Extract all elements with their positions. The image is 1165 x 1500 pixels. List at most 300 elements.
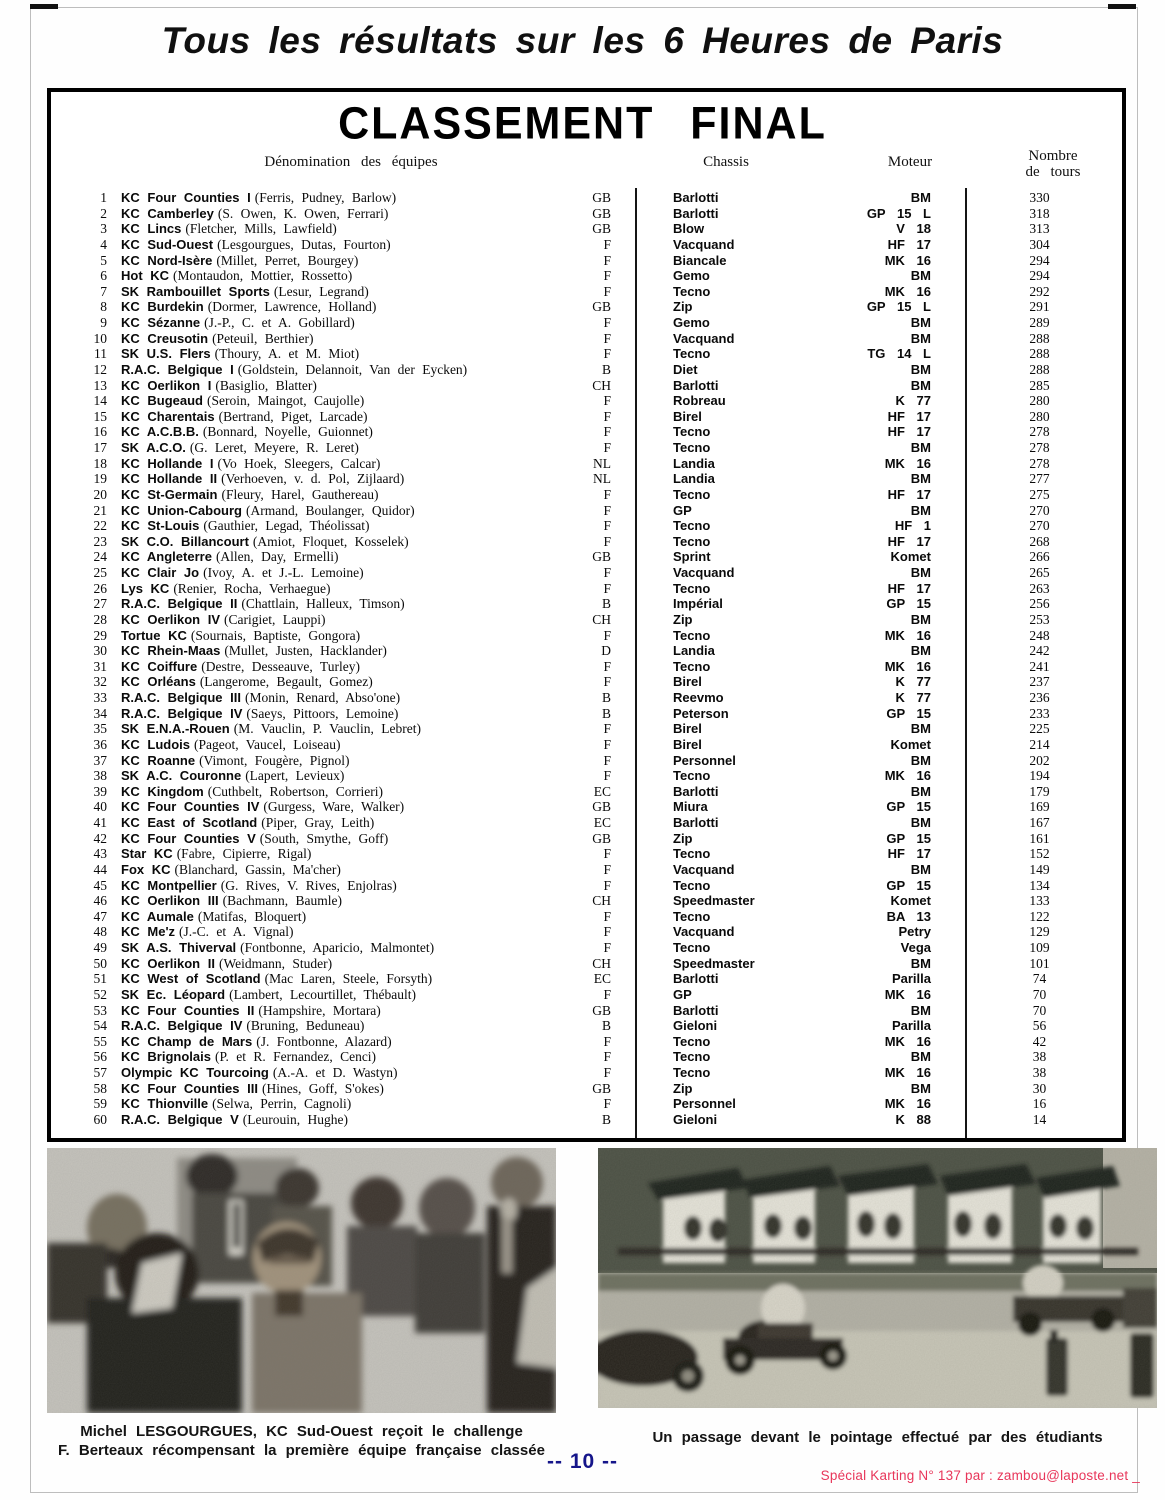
moteur-name: HF 1 [894, 518, 931, 534]
rank-number: 42 [93, 830, 107, 846]
driver-names: (Amiot, Floquet, Kosselek) [252, 533, 409, 549]
team-cell [107, 565, 555, 580]
team-name: KC Charentais [121, 408, 215, 424]
tours-count: 292 [1029, 283, 1050, 299]
country-code: F [603, 408, 611, 424]
country-code: B [601, 596, 611, 612]
result-row [51, 924, 1114, 940]
moteur-name: MK 16 [884, 627, 931, 643]
result-row [51, 378, 1114, 394]
team-name: R.A.C. Belgique IV [121, 705, 243, 721]
chassis-cell [635, 315, 965, 330]
result-row [51, 190, 1114, 206]
column-header-moteur: Moteur [887, 154, 933, 170]
chassis-cell [635, 206, 965, 221]
chassis-name: Landia [673, 471, 715, 487]
rank-number: 34 [93, 705, 107, 721]
team-name: KC Montpellier [121, 877, 217, 893]
chassis-cell [635, 628, 965, 643]
chassis-cell [635, 784, 965, 799]
column-header-chassis: Chassis [703, 154, 749, 170]
chassis-cell [635, 1096, 965, 1111]
team-name: KC St-Germain [121, 486, 218, 502]
tours-count: 214 [1029, 736, 1050, 752]
team-cell [107, 1003, 555, 1018]
chassis-cell [635, 659, 965, 674]
team-name: KC Champ de Mars [121, 1033, 253, 1049]
team-cell [107, 471, 555, 486]
chassis-name: Vacquand [673, 330, 735, 346]
rank-number: 58 [93, 1080, 107, 1096]
country-code: CH [592, 611, 611, 627]
result-row [51, 393, 1114, 409]
chassis-cell [635, 690, 965, 705]
rank-number: 32 [93, 674, 107, 690]
rank-number: 5 [100, 252, 107, 268]
chassis-name: Diet [673, 361, 698, 377]
country-code: GB [592, 190, 611, 205]
driver-names: (Montaudon, Mottier, Rossetto) [173, 268, 353, 284]
driver-names: (Dormer, Lawrence, Holland) [207, 299, 377, 315]
chassis-name: Birel [673, 721, 702, 737]
driver-names: (Seroin, Maingot, Caujolle) [207, 393, 365, 409]
country-code: EC [593, 783, 611, 799]
result-row [51, 299, 1114, 315]
team-name: KC Ludois [121, 736, 190, 752]
country-code: F [603, 252, 611, 268]
country-code: F [603, 486, 611, 502]
chassis-cell [635, 596, 965, 611]
rank-number: 6 [100, 268, 107, 284]
moteur-name: Komet [890, 549, 931, 565]
team-name: KC St-Louis [121, 518, 200, 534]
tours-count: 161 [1029, 830, 1050, 846]
team-name: KC Rhein-Maas [121, 643, 221, 659]
tours-count: 318 [1029, 205, 1050, 221]
rank-number: 37 [93, 752, 107, 768]
driver-names: (Langerome, Begault, Gomez) [199, 674, 373, 690]
driver-names: (Gurgess, Ware, Walker) [263, 799, 405, 815]
rank-number: 10 [93, 330, 107, 346]
rank-number: 51 [93, 971, 107, 987]
rank-number: 50 [93, 955, 107, 971]
driver-names: (South, Smythe, Goff) [259, 830, 389, 846]
tours-count: 194 [1029, 768, 1050, 784]
moteur-name: BM [910, 1049, 931, 1065]
team-name: KC Hollande II [121, 471, 218, 487]
chassis-cell [635, 737, 965, 752]
country-code: GB [592, 205, 611, 221]
moteur-name: Komet [890, 736, 931, 752]
result-row [51, 581, 1114, 597]
rank-number: 25 [93, 565, 107, 580]
result-row [51, 831, 1114, 847]
chassis-cell [635, 768, 965, 783]
country-code: GB [592, 830, 611, 846]
driver-names: (Mac Laren, Steele, Forsyth) [264, 971, 433, 987]
country-code: F [603, 346, 611, 362]
chassis-name: Gieloni [673, 1018, 718, 1034]
chassis-name: Zip [673, 830, 693, 846]
result-row [51, 721, 1114, 737]
caption-left-line1: Michel LESGOURGUES, KC Sud-Ouest reçoit le challenge [80, 1423, 523, 1440]
country-code: GB [592, 1002, 611, 1018]
country-code: F [603, 627, 611, 643]
chassis-cell [635, 581, 965, 596]
chassis-cell [635, 253, 965, 268]
team-cell [107, 581, 555, 596]
tours-count: 30 [1032, 1080, 1047, 1096]
moteur-name: V 18 [896, 221, 931, 237]
result-row [51, 940, 1114, 956]
tours-count: 280 [1029, 393, 1050, 409]
driver-names: (Hines, Goff, S'okes) [261, 1080, 384, 1096]
tours-count: 256 [1029, 596, 1050, 612]
chassis-cell [635, 237, 965, 252]
rank-number: 11 [94, 346, 107, 362]
team-cell [107, 268, 555, 283]
chassis-cell [635, 471, 965, 486]
chassis-name: Tecno [673, 283, 711, 299]
team-name: KC Burdekin [121, 299, 204, 315]
chassis-cell [635, 190, 965, 205]
chassis-name: GP [673, 502, 692, 518]
driver-names: (Leurouin, Hughe) [242, 1111, 349, 1127]
chassis-cell [635, 221, 965, 236]
rank-number: 46 [93, 893, 107, 909]
rank-number: 30 [93, 643, 107, 659]
tours-count: 268 [1029, 533, 1050, 549]
result-row [51, 206, 1114, 222]
rank-number: 22 [93, 518, 107, 534]
team-name: KC Oerlikon IV [121, 611, 221, 627]
team-name: R.A.C. Belgique IV [121, 1018, 243, 1034]
moteur-name: HF 17 [887, 408, 931, 424]
photo-prize-ceremony [47, 1148, 556, 1413]
moteur-name: BM [910, 1080, 931, 1096]
chassis-name: Gieloni [673, 1111, 718, 1127]
driver-names: (Goldstein, Delannoit, Van der Eycken) [237, 361, 468, 377]
rank-number: 29 [93, 627, 107, 643]
country-code: F [603, 986, 611, 1002]
rank-number: 33 [93, 690, 107, 705]
chassis-name: Tecno [673, 346, 711, 362]
moteur-name: BM [910, 361, 931, 377]
moteur-name: TG 14 L [867, 346, 931, 362]
team-name: SK Rambouillet Sports [121, 283, 270, 299]
tours-count: 179 [1029, 783, 1050, 799]
moteur-name: HF 17 [887, 533, 931, 549]
caption-right: Un passage devant le pointage effectué par des étudiants [652, 1429, 1103, 1446]
chassis-cell [635, 440, 965, 455]
team-cell [107, 424, 555, 439]
team-cell [107, 784, 555, 799]
team-name: R.A.C. Belgique V [121, 1111, 239, 1127]
rank-number: 35 [93, 721, 107, 737]
rank-number: 31 [93, 658, 107, 674]
chassis-cell [635, 940, 965, 955]
chassis-cell [635, 1034, 965, 1049]
chassis-name: Tecno [673, 1033, 711, 1049]
tours-count: 278 [1029, 455, 1050, 471]
team-name: KC Aumale [121, 908, 194, 924]
driver-names: (S. Owen, K. Owen, Ferrari) [217, 205, 389, 221]
team-cell [107, 643, 555, 658]
country-code: F [603, 393, 611, 409]
driver-names: (J.-P., C. et A. Gobillard) [204, 315, 355, 330]
rank-number: 2 [100, 205, 107, 221]
driver-names: (Fabre, Cipierre, Rigal) [176, 846, 312, 862]
result-row [51, 534, 1114, 550]
chassis-name: Gemo [673, 315, 710, 330]
team-name: R.A.C. Belgique I [121, 361, 234, 377]
chassis-name: Blow [673, 221, 705, 237]
chassis-name: Barlotti [673, 377, 719, 393]
result-row [51, 971, 1114, 987]
moteur-name: GP 15 [886, 596, 931, 612]
country-code: GB [592, 299, 611, 315]
chassis-name: Vacquand [673, 565, 735, 580]
rank-number: 39 [93, 783, 107, 799]
chassis-cell [635, 378, 965, 393]
country-code: F [603, 768, 611, 784]
chassis-name: Robreau [673, 393, 726, 409]
driver-names: (Fleury, Harel, Gauthereau) [221, 486, 379, 502]
country-code: F [603, 236, 611, 252]
team-name: SK E.N.A.-Rouen [121, 721, 230, 737]
team-cell [107, 503, 555, 518]
chassis-cell [635, 862, 965, 877]
chassis-cell [635, 268, 965, 283]
team-name: KC Hollande I [121, 455, 214, 471]
chassis-name: Reevmo [673, 690, 724, 705]
rank-number: 17 [93, 440, 107, 455]
moteur-name: MK 16 [884, 658, 931, 674]
chassis-name: Vacquand [673, 861, 735, 877]
moteur-name: BM [910, 377, 931, 393]
tours-count: 241 [1029, 658, 1050, 674]
tours-count: 265 [1029, 565, 1050, 580]
team-name: KC Coiffure [121, 658, 198, 674]
team-name: KC Oerlikon II [121, 955, 215, 971]
country-code: F [603, 268, 611, 284]
team-cell [107, 1065, 555, 1080]
team-name: R.A.C. Belgique II [121, 596, 238, 612]
driver-names: (Bertrand, Piget, Larcade) [218, 408, 368, 424]
driver-names: (Vo Hoek, Sleegers, Calcar) [217, 455, 381, 471]
moteur-name: BM [910, 268, 931, 284]
chassis-name: Tecno [673, 768, 711, 784]
tours-count: 152 [1029, 846, 1050, 862]
result-row [51, 1049, 1114, 1065]
chassis-name: Miura [673, 799, 708, 815]
rank-number: 20 [93, 486, 107, 502]
tours-count: 42 [1032, 1033, 1047, 1049]
driver-names: (Renier, Rocha, Verhaegue) [173, 580, 331, 596]
team-cell [107, 674, 555, 689]
team-cell [107, 409, 555, 424]
result-row [51, 1112, 1114, 1128]
chassis-cell [635, 987, 965, 1002]
chassis-name: Tecno [673, 627, 711, 643]
driver-names: (Pageot, Vaucel, Loiseau) [194, 736, 341, 752]
tours-count: 237 [1029, 674, 1050, 690]
corner-mark [30, 4, 58, 9]
team-cell [107, 690, 555, 705]
driver-names: (Selwa, Perrin, Cagnoli) [212, 1096, 352, 1112]
moteur-name: BM [910, 955, 931, 971]
driver-names: (G. Leret, Meyere, R. Leret) [189, 440, 359, 455]
rank-number: 36 [93, 736, 107, 752]
result-row [51, 1018, 1114, 1034]
driver-names: (Bonnard, Noyelle, Guionnet) [202, 424, 373, 440]
result-row [51, 1034, 1114, 1050]
chassis-name: Barlotti [673, 815, 719, 830]
team-cell [107, 768, 555, 783]
tours-count: 270 [1029, 518, 1050, 534]
chassis-cell [635, 924, 965, 939]
team-cell [107, 299, 555, 314]
country-code: F [603, 1096, 611, 1112]
driver-names: (M. Vauclin, P. Vauclin, Lebret) [233, 721, 421, 737]
chassis-cell [635, 393, 965, 408]
chassis-cell [635, 753, 965, 768]
team-name: Fox KC [121, 861, 171, 877]
team-name: KC Oerlikon III [121, 893, 219, 909]
rank-number: 8 [100, 299, 107, 315]
country-code: F [603, 736, 611, 752]
rank-number: 14 [93, 393, 107, 409]
tours-count: 101 [1029, 955, 1050, 971]
rank-number: 7 [100, 283, 107, 299]
result-row [51, 643, 1114, 659]
result-row [51, 284, 1114, 300]
moteur-name: BM [910, 330, 931, 346]
chassis-name: Gemo [673, 268, 710, 284]
team-cell [107, 487, 555, 502]
tours-count: 122 [1029, 908, 1050, 924]
chassis-cell [635, 971, 965, 986]
results-table [47, 88, 1126, 1142]
team-cell [107, 628, 555, 643]
chassis-name: Personnel [673, 752, 736, 768]
country-code: F [603, 580, 611, 596]
driver-names: (Destre, Desseauve, Turley) [201, 658, 360, 674]
footer-credit: Spécial Karting N° 137 par : zambou@laposte.net _ [820, 1468, 1140, 1483]
tours-count: 56 [1032, 1018, 1047, 1034]
moteur-name: Petry [898, 924, 931, 940]
result-row [51, 784, 1114, 800]
team-cell [107, 1081, 555, 1096]
chassis-name: Peterson [673, 705, 729, 721]
team-cell [107, 534, 555, 549]
tours-count: 129 [1029, 924, 1050, 940]
result-row [51, 1081, 1114, 1097]
chassis-cell [635, 909, 965, 924]
team-name: Olympic KC Tourcoing [121, 1065, 269, 1080]
country-code: B [601, 690, 611, 705]
result-row [51, 518, 1114, 534]
chassis-name: Tecno [673, 580, 711, 596]
driver-names: (Hampshire, Mortara) [258, 1002, 381, 1018]
moteur-name: GP 15 L [866, 205, 931, 221]
driver-names: (Saeys, Pittoors, Lemoine) [246, 705, 399, 721]
country-code: F [603, 1033, 611, 1049]
team-cell [107, 346, 555, 361]
team-name: KC Bugeaud [121, 393, 203, 409]
country-code: F [603, 1049, 611, 1065]
driver-names: (Carigiet, Lauppi) [224, 611, 326, 627]
rank-number: 43 [93, 846, 107, 862]
driver-names: (Piper, Gray, Leith) [261, 815, 375, 830]
result-row [51, 440, 1114, 456]
team-name: Lys KC [121, 580, 170, 596]
chassis-cell [635, 612, 965, 627]
country-code: CH [592, 893, 611, 909]
moteur-name: HF 17 [887, 236, 931, 252]
team-cell [107, 799, 555, 814]
results-rows [51, 190, 1114, 1128]
moteur-name: MK 16 [884, 986, 931, 1002]
driver-names: (G. Rives, V. Rives, Enjolras) [220, 877, 397, 893]
caption-left-line2: F. Berteaux récompensant la première équipe française classée [58, 1442, 545, 1459]
rank-number: 53 [93, 1002, 107, 1018]
table-title: CLASSEMENT FINAL [338, 98, 827, 150]
driver-names: (Ivoy, A. et J.-L. Lemoine) [203, 565, 364, 580]
chassis-name: Tecno [673, 518, 711, 534]
moteur-name: BM [910, 502, 931, 518]
result-row [51, 1003, 1114, 1019]
rank-number: 21 [93, 502, 107, 518]
result-row [51, 487, 1114, 503]
team-name: KC Kingdom [121, 783, 204, 799]
moteur-name: MK 16 [884, 283, 931, 299]
column-header-teams: Dénomination des équipes [264, 154, 438, 170]
tours-count: 263 [1029, 580, 1050, 596]
chassis-cell [635, 331, 965, 346]
team-name: KC Lincs [121, 221, 182, 237]
tours-count: 149 [1029, 861, 1050, 877]
result-row [51, 471, 1114, 487]
team-cell [107, 206, 555, 221]
team-name: Hot KC [121, 268, 170, 284]
chassis-name: Tecno [673, 533, 711, 549]
rank-number: 28 [93, 611, 107, 627]
chassis-cell [635, 424, 965, 439]
moteur-name: BM [910, 752, 931, 768]
rank-number: 18 [93, 455, 107, 471]
team-name: KC Camberley [121, 205, 214, 221]
team-cell [107, 362, 555, 377]
team-name: KC Sézanne [121, 315, 201, 330]
driver-names: (Chattlain, Halleux, Timson) [241, 596, 405, 612]
tours-count: 288 [1029, 361, 1050, 377]
chassis-cell [635, 503, 965, 518]
team-name: KC A.C.B.B. [121, 424, 199, 440]
result-row [51, 565, 1114, 581]
chassis-name: Birel [673, 408, 702, 424]
team-name: KC West of Scotland [121, 971, 261, 987]
driver-names: (Peteuil, Berthier) [212, 330, 314, 346]
driver-names: (Fletcher, Mills, Lawfield) [185, 221, 337, 237]
team-name: KC Sud-Ouest [121, 236, 214, 252]
moteur-name: GP 15 L [866, 299, 931, 315]
result-row [51, 862, 1114, 878]
moteur-name: MK 16 [884, 768, 931, 784]
result-row [51, 1065, 1114, 1081]
chassis-cell [635, 1049, 965, 1064]
team-name: KC Nord-Isère [121, 252, 213, 268]
